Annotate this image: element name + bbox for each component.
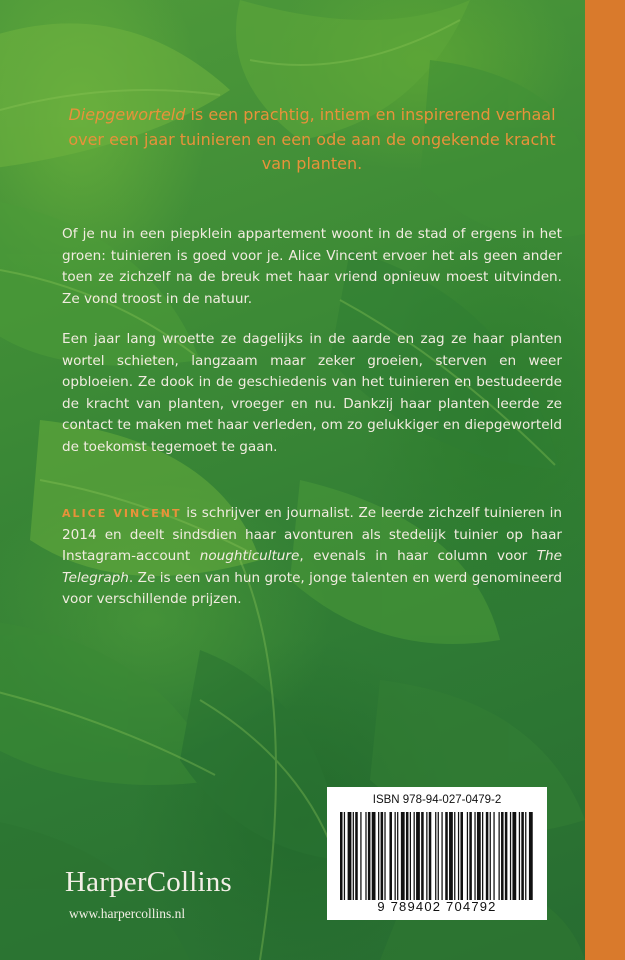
barcode-bar — [421, 812, 424, 900]
barcode-bar — [384, 812, 385, 900]
bio-text-1: is schrijver en journalist. Ze leerde zichzelf tuinieren in 2014 en deelt sindsdien haar avonturen als stedelijk tuinier op haar Instagram-account — [62, 505, 563, 564]
barcode-bar — [355, 812, 358, 900]
barcode-bar — [477, 812, 481, 900]
barcode-bar — [490, 812, 491, 900]
barcode-bar — [467, 812, 468, 900]
barcode-bar — [348, 812, 352, 900]
barcode-bar — [416, 812, 420, 900]
barcode-bar — [501, 812, 504, 900]
barcode-bar — [368, 812, 371, 900]
barcode-bar — [438, 812, 439, 900]
publisher-logo: HarperCollins — [65, 866, 232, 898]
barcode-bars — [340, 812, 534, 900]
barcode-bar — [521, 812, 524, 900]
barcode-bar — [360, 812, 361, 900]
barcode-bar — [445, 812, 448, 900]
blurb-paragraph-1: Of je nu in een piepklein appartement woont in de stad of ergens in het groen: tuinieren is goed voor je. Alice Vincent ervoer het als geen ander toen ze zichzelf na de breuk met haar vriend opnieuw moest uitvinden. Ze vond troost in de natuur. — [62, 226, 562, 307]
barcode-bar — [460, 812, 463, 900]
barcode-bar — [397, 812, 398, 900]
barcode-bar — [365, 812, 366, 900]
bio-text-2: , evenals in haar column voor — [299, 548, 537, 564]
barcode-bar — [505, 812, 508, 900]
publisher-website[interactable]: www.harpercollins.nl — [69, 906, 186, 921]
barcode-bar — [426, 812, 427, 900]
barcode-bar — [353, 812, 354, 900]
book-spine-strip — [585, 0, 625, 960]
barcode-bar — [389, 812, 392, 900]
newspaper-name: The Telegraph — [62, 548, 562, 586]
barcode-bar — [435, 812, 436, 900]
barcode-bar — [449, 812, 453, 900]
barcode-bar — [441, 812, 442, 900]
barcode-bar — [429, 812, 432, 900]
barcode-bar — [344, 812, 345, 900]
barcode-bar — [414, 812, 415, 900]
author-bio — [62, 503, 562, 611]
intro-tagline — [62, 103, 562, 177]
book-title: Diepgeworteld — [68, 105, 186, 124]
barcode-bar — [340, 812, 343, 900]
isbn-label: ISBN 978-94-027-0479-2 — [372, 794, 502, 806]
barcode-bar — [469, 812, 472, 900]
barcode-bar — [454, 812, 455, 900]
barcode-bar — [510, 812, 511, 900]
intro-text: is een prachtig, intiem en inspirerend verhaal over een jaar tuinieren en een ode aan de ongekende kracht van planten. — [68, 105, 556, 173]
bio-text-3: . Ze is een van hun grote, jonge talenten en werd genomineerd voor verschillende prijzen. — [62, 569, 562, 607]
barcode-bar — [381, 812, 384, 900]
barcode-bar — [486, 812, 489, 900]
barcode-bar — [493, 812, 494, 900]
author-name: ALICE VINCENT — [62, 507, 182, 520]
barcode-bar — [512, 812, 516, 900]
barcode-bar — [410, 812, 411, 900]
barcode-bar — [406, 812, 409, 900]
barcode-bar — [529, 812, 533, 900]
isbn-barcode — [327, 787, 547, 920]
barcode-bar — [474, 812, 475, 900]
barcode-bar — [378, 812, 379, 900]
barcode-digits: 9 789402 704792 — [377, 899, 497, 914]
barcode-bar — [372, 812, 376, 900]
barcode-bar — [458, 812, 459, 900]
barcode-bar — [401, 812, 405, 900]
barcode-bar — [519, 812, 520, 900]
blurb-paragraph-2: Een jaar lang wroette ze dagelijks in de aarde en zag ze haar planten wortel schieten, langzaam maar zeker groeien, sterven en weer opbloeien. Ze dook in de geschiedenis van het tuinieren en bestudeerde de kracht van planten, vroeger en nu. Dankzij haar planten leerde ze contact te maken met haar verleden, om zo gelukkiger en diepgeworteld de toekomst tegemoet te gaan. — [62, 331, 562, 455]
barcode-bar — [482, 812, 483, 900]
instagram-handle: noughticulture — [199, 548, 300, 564]
barcode-bar — [498, 812, 499, 900]
barcode-bar — [395, 812, 396, 900]
barcode-bar — [525, 812, 526, 900]
